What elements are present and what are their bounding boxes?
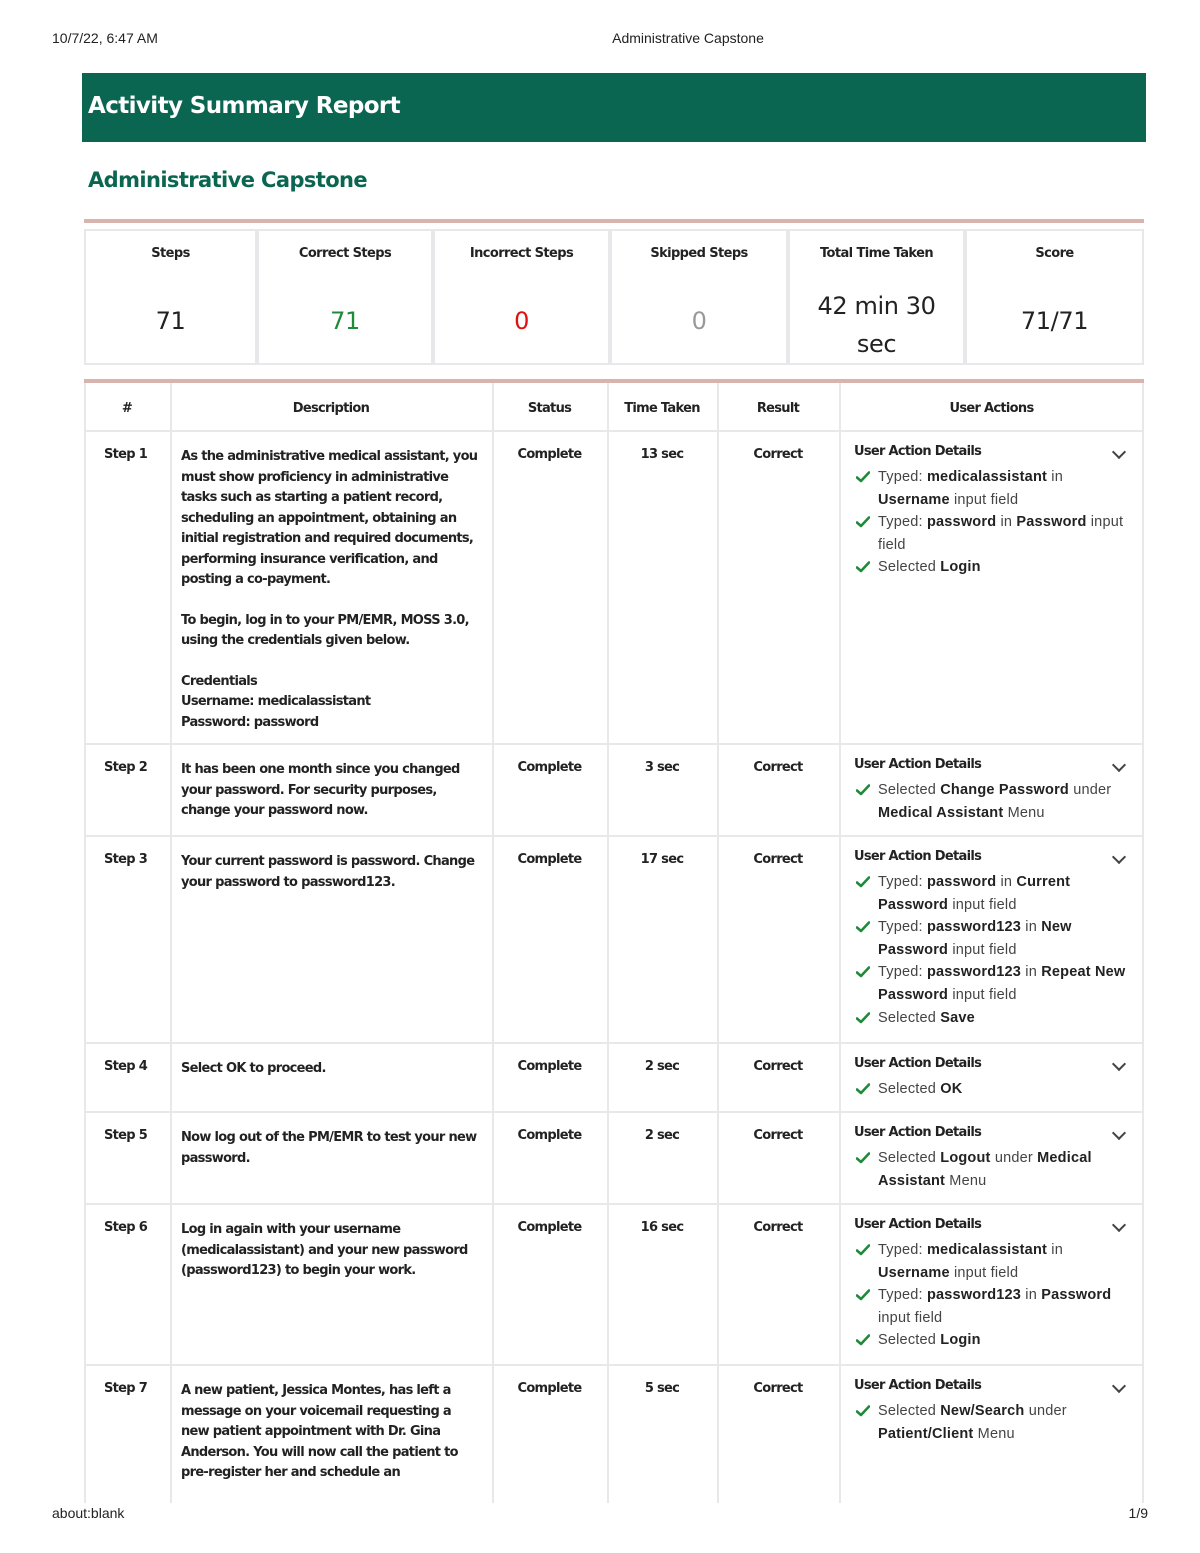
summary-label: Correct Steps — [298, 246, 392, 261]
summary-label: Steps — [151, 246, 190, 261]
check-icon — [856, 561, 870, 573]
step-result: Correct — [753, 1128, 803, 1143]
check-icon — [856, 1083, 870, 1095]
user-action-details-toggle[interactable]: User Action Details — [854, 1378, 1134, 1400]
user-action-details-toggle[interactable]: User Action Details — [854, 1217, 1134, 1239]
table-grid-line — [84, 430, 1144, 432]
step-number: Step 5 — [104, 1128, 148, 1143]
step-number: Step 7 — [104, 1381, 148, 1396]
summary-steps — [84, 229, 257, 365]
print-page-title: Administrative Capstone — [612, 30, 764, 46]
step-time-taken: 5 sec — [644, 1381, 680, 1396]
summary-correct-steps — [257, 229, 433, 365]
chevron-down-icon[interactable] — [1112, 1379, 1126, 1393]
report-banner — [82, 73, 1146, 142]
step-description — [181, 1059, 481, 1080]
chevron-down-icon[interactable] — [1112, 850, 1126, 864]
user-action-item — [854, 779, 1134, 824]
description-paragraph: As the administrative medical assistant, you must show proficiency in administrative tasks such as starting a patient record, scheduling an appointment, obtaining an initial registration and required documents, performing insurance verification, and posting a co-payment. — [181, 449, 478, 587]
table-grid-line — [717, 383, 719, 1503]
summary-panel — [84, 219, 1144, 365]
step-status: Complete — [517, 1220, 582, 1235]
table-row — [84, 1365, 1144, 1503]
summary-value: 71 — [330, 307, 360, 335]
table-grid-line — [84, 1111, 1144, 1113]
user-action-text: Typed: medicalassistant in Username input field — [878, 469, 1063, 508]
report-title: Activity Summary Report — [88, 93, 401, 119]
summary-value: 0 — [514, 307, 529, 335]
summary-total-time — [788, 229, 965, 365]
description-paragraph: A new patient, Jessica Montes, has left a message on your voicemail requesting a new patient appointment with Dr. Gina Anderson. You will now call the patient to pre-register her and schedule an — [181, 1383, 458, 1480]
user-action-text: Selected Change Password under Medical Assistant Menu — [878, 782, 1112, 821]
description-paragraph: Select OK to proceed. — [181, 1061, 326, 1076]
step-time-taken: 2 sec — [644, 1128, 680, 1143]
check-icon — [856, 1289, 870, 1301]
chevron-down-icon[interactable] — [1112, 758, 1126, 772]
table-grid-line — [84, 743, 1144, 745]
step-status: Complete — [517, 852, 582, 867]
user-action-item — [854, 1400, 1134, 1445]
summary-value: 42 min 30 sec — [817, 292, 936, 358]
step-description — [181, 1128, 481, 1169]
check-icon — [856, 784, 870, 796]
summary-label: Incorrect Steps — [469, 246, 574, 261]
user-action-text: Typed: password in Current Password input field — [878, 874, 1071, 913]
user-action-text: Selected OK — [878, 1081, 963, 1097]
step-number: Step 6 — [104, 1220, 148, 1235]
check-icon — [856, 1405, 870, 1417]
user-action-item — [854, 466, 1134, 511]
summary-value: 71/71 — [1020, 307, 1089, 335]
column-header-number: # — [121, 401, 133, 416]
user-actions — [854, 1056, 1134, 1101]
check-icon — [856, 1244, 870, 1256]
check-icon — [856, 1152, 870, 1164]
table-grid-line — [607, 383, 609, 1503]
user-action-item — [854, 1078, 1134, 1101]
print-page-number: 1/9 — [1128, 1505, 1148, 1521]
step-status: Complete — [517, 447, 582, 462]
step-time-taken: 3 sec — [644, 760, 680, 775]
user-action-details-toggle[interactable]: User Action Details — [854, 444, 1134, 466]
step-status: Complete — [517, 1128, 582, 1143]
step-time-taken: 17 sec — [640, 852, 684, 867]
user-action-text: Typed: password123 in Password input field — [878, 1287, 1112, 1326]
check-icon — [856, 876, 870, 888]
step-description — [181, 1381, 481, 1484]
steps-table — [84, 379, 1144, 1503]
table-row — [84, 744, 1144, 836]
table-grid-line — [84, 383, 86, 1503]
user-action-item — [854, 1329, 1134, 1352]
summary-skipped-steps — [610, 229, 788, 365]
table-row — [84, 1043, 1144, 1112]
report-subtitle: Administrative Capstone — [88, 168, 368, 192]
summary-incorrect-steps — [433, 229, 610, 365]
step-time-taken: 13 sec — [640, 447, 684, 462]
column-header-description: Description — [292, 401, 370, 416]
chevron-down-icon[interactable] — [1112, 1057, 1126, 1071]
user-action-item — [854, 1147, 1134, 1192]
summary-value: 0 — [691, 307, 707, 335]
user-actions — [854, 757, 1134, 824]
table-grid-line — [170, 383, 172, 1503]
description-paragraph: Credentials Username: medicalassistant Password: password — [181, 673, 371, 730]
table-grid-line — [84, 1364, 1144, 1366]
step-time-taken: 16 sec — [640, 1220, 684, 1235]
description-paragraph: Your current password is password. Change your password to password123. — [181, 854, 475, 890]
step-status: Complete — [517, 1059, 582, 1074]
table-grid-line — [84, 1203, 1144, 1205]
check-icon — [856, 966, 870, 978]
column-header-time-taken: Time Taken — [624, 401, 700, 416]
user-action-details-toggle[interactable]: User Action Details — [854, 849, 1134, 871]
user-action-details-toggle[interactable]: User Action Details — [854, 1056, 1134, 1078]
user-action-text: Selected Logout under Medical Assistant Menu — [878, 1150, 1092, 1189]
print-url: about:blank — [52, 1505, 125, 1521]
user-actions — [854, 444, 1134, 579]
check-icon — [856, 471, 870, 483]
user-action-text: Selected Login — [878, 559, 981, 576]
table-row — [84, 836, 1144, 1043]
user-actions — [854, 1217, 1134, 1352]
description-paragraph: It has been one month since you changed your password. For security purposes, change your password now. — [181, 762, 460, 818]
step-number: Step 3 — [104, 852, 148, 867]
step-status: Complete — [517, 1381, 582, 1396]
chevron-down-icon[interactable] — [1112, 1126, 1126, 1140]
description-paragraph: To begin, log in to your PM/EMR, MOSS 3.0, using the credentials given below. — [181, 612, 469, 648]
user-action-text: Typed: password in Password input field — [878, 514, 1124, 553]
user-actions — [854, 849, 1134, 1029]
table-grid-line — [84, 1042, 1144, 1044]
step-number: Step 4 — [104, 1059, 148, 1074]
user-action-text: Typed: password123 in New Password input field — [878, 919, 1072, 958]
table-grid-line — [84, 835, 1144, 837]
step-number: Step 1 — [104, 447, 148, 462]
step-result: Correct — [753, 852, 803, 867]
summary-value: 71 — [155, 307, 186, 335]
summary-label: Total Time Taken — [820, 246, 933, 261]
description-paragraph: Now log out of the PM/EMR to test your new password. — [181, 1130, 477, 1166]
summary-score — [965, 229, 1144, 365]
table-row — [84, 1112, 1144, 1204]
column-header-status: Status — [527, 401, 572, 416]
print-datetime: 10/7/22, 6:47 AM — [52, 30, 158, 46]
step-description — [181, 852, 481, 893]
user-action-details-toggle[interactable]: User Action Details — [854, 757, 1134, 779]
user-action-item — [854, 556, 1134, 579]
column-header-result: Result — [756, 401, 800, 416]
check-icon — [856, 1334, 870, 1346]
user-action-item — [854, 1239, 1134, 1284]
step-result: Correct — [753, 447, 803, 462]
step-description — [181, 760, 481, 822]
table-grid-line — [839, 383, 841, 1503]
chevron-down-icon[interactable] — [1112, 1218, 1126, 1232]
user-action-item — [854, 961, 1134, 1006]
table-row — [84, 431, 1144, 744]
table-row — [84, 1204, 1144, 1365]
table-grid-line — [492, 383, 494, 1503]
user-action-text: Selected Save — [878, 1009, 975, 1026]
step-result: Correct — [753, 1059, 803, 1074]
step-result: Correct — [753, 1220, 803, 1235]
user-action-item — [854, 871, 1134, 916]
table-header — [84, 383, 1144, 431]
user-actions — [854, 1378, 1134, 1445]
table-grid-line — [1142, 383, 1144, 1503]
step-time-taken: 2 sec — [644, 1059, 680, 1074]
step-result: Correct — [753, 760, 803, 775]
step-number: Step 2 — [104, 760, 148, 775]
user-actions — [854, 1125, 1134, 1192]
user-action-text: Selected Login — [878, 1332, 981, 1349]
step-description — [181, 1220, 481, 1282]
step-description — [181, 447, 481, 733]
column-header-user-actions: User Actions — [949, 401, 1034, 416]
user-action-text: Selected New/Search under Patient/Client Menu — [878, 1403, 1067, 1442]
user-action-item — [854, 1284, 1134, 1329]
chevron-down-icon[interactable] — [1112, 445, 1126, 459]
check-icon — [856, 1012, 870, 1024]
check-icon — [856, 516, 870, 528]
user-action-item — [854, 916, 1134, 961]
summary-label: Skipped Steps — [650, 246, 748, 261]
check-icon — [856, 921, 870, 933]
step-result: Correct — [753, 1381, 803, 1396]
user-action-text: Typed: medicalassistant in Username input field — [878, 1242, 1063, 1281]
user-action-details-toggle[interactable]: User Action Details — [854, 1125, 1134, 1147]
description-paragraph: Log in again with your username (medicalassistant) and your new password (password123) to begin your work. — [181, 1222, 468, 1278]
summary-label: Score — [1035, 246, 1074, 261]
user-action-item — [854, 1007, 1134, 1030]
user-action-text: Typed: password123 in Repeat New Password input field — [878, 964, 1126, 1003]
step-status: Complete — [517, 760, 582, 775]
user-action-item — [854, 511, 1134, 556]
